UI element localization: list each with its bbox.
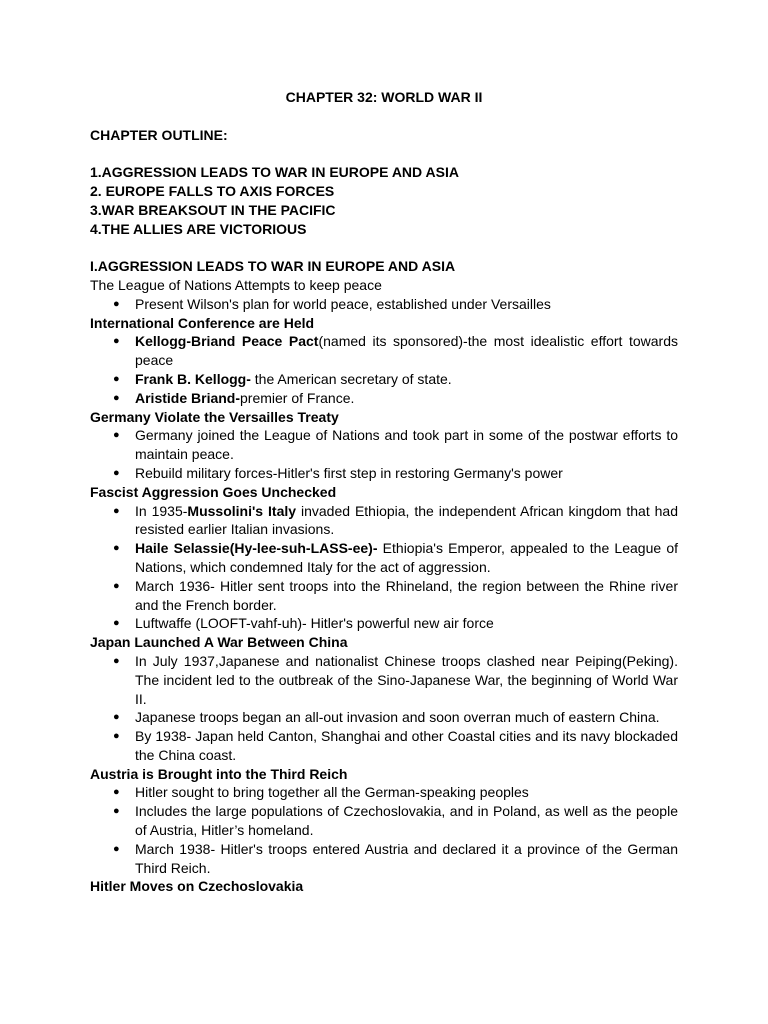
outline-item: 1.AGGRESSION LEADS TO WAR IN EUROPE AND ASIA	[90, 164, 459, 181]
subsection-heading: Hitler Moves on Czechoslovakia	[90, 878, 304, 895]
spacer	[90, 144, 678, 163]
bullet-text: Present Wilson's plan for world peace, established under Versailles	[135, 295, 551, 312]
bullet-text: Includes the large populations of Czechoslovakia, and in Poland, as well as the people of Austria, Hitler’s homeland.	[135, 803, 678, 839]
bullet-text: (named its sponsored)-the most idealistic effort towards peace	[135, 333, 679, 369]
bullet-text: invaded Ethiopia, the independent African kingdom that had resisted earlier Italian invasions.	[135, 502, 679, 538]
outline-item: 3.WAR BREAKSOUT IN THE PACIFIC	[90, 201, 336, 218]
bullet-item	[90, 502, 678, 540]
outline-label: CHAPTER OUTLINE:	[90, 126, 228, 143]
bullet-text: March 1936- Hitler sent troops into the Rhineland, the region between the Rhine river and the French border.	[135, 577, 678, 613]
outline-item: 2. EUROPE FALLS TO AXIS FORCES	[90, 182, 335, 199]
spacer	[90, 238, 678, 257]
bullet-text: the American secretary of state.	[250, 370, 452, 387]
document-page	[90, 88, 678, 896]
bullet-item	[90, 464, 678, 483]
bullet-text: premier of France.	[240, 389, 355, 406]
outline-item: 4.THE ALLIES ARE VICTORIOUS	[90, 220, 307, 237]
subsection-heading: The League of Nations Attempts to keep peace	[90, 276, 382, 293]
subsection-heading: Japan Launched A War Between China	[90, 634, 348, 651]
bullet-text: Luftwaffe (LOOFT-vahf-uh)- Hitler's powerful new air force	[135, 615, 494, 632]
subsection-heading: Germany Violate the Versailles Treaty	[90, 408, 339, 425]
bullet-text: By 1938- Japan held Canton, Shanghai and other Coastal cities and its navy blockaded the China coast.	[135, 728, 678, 763]
bullet-bold-term: Kellogg-Briand Peace Pact	[135, 333, 319, 350]
bullet-item	[90, 727, 678, 765]
bullet-item	[90, 614, 678, 633]
bullet-item	[90, 783, 678, 802]
bullet-list	[90, 502, 678, 634]
bullet-bold-term: Frank B. Kellogg-	[135, 370, 251, 387]
bullet-bold-term: Aristide Briand-	[135, 389, 241, 406]
bullet-text: Hitler sought to bring together all the German-speaking peoples	[135, 784, 529, 801]
bullet-item	[90, 539, 678, 577]
bullet-text: In July 1937,Japanese and nationalist Chinese troops clashed near Peiping(Peking). The incident led to the outbreak of the Sino-Japanese War, the beginning of World War II.	[135, 652, 678, 707]
bullet-text: March 1938- Hitler's troops entered Austria and declared it a province of the German Third Reich.	[135, 840, 678, 876]
spacer	[90, 107, 678, 126]
bullet-item	[90, 577, 678, 615]
subsection-container	[90, 276, 678, 896]
bullet-bold-term: Haile Selassie(Hy-lee-suh-LASS-ee)-	[135, 540, 378, 557]
bullet-list	[90, 783, 678, 877]
bullet-text: Rebuild military forces-Hitler's first step in restoring Germany's power	[135, 464, 563, 481]
bullet-prefix: In 1935-	[135, 502, 188, 519]
bullet-item	[90, 370, 678, 389]
subsection-heading: Fascist Aggression Goes Unchecked	[90, 483, 337, 500]
bullet-item	[90, 652, 678, 708]
bullet-text: Japanese troops began an all-out invasion and soon overran much of eastern China.	[135, 709, 660, 726]
bullet-item	[90, 708, 678, 727]
bullet-list	[90, 652, 678, 765]
subsection-heading: International Conference are Held	[90, 314, 315, 331]
section-title: I.AGGRESSION LEADS TO WAR IN EUROPE AND ASIA	[90, 258, 456, 275]
bullet-list	[90, 426, 678, 482]
bullet-item	[90, 802, 678, 840]
outline-list	[90, 163, 678, 238]
chapter-title: CHAPTER 32: WORLD WAR II	[285, 89, 483, 105]
bullet-item	[90, 840, 678, 878]
bullet-item	[90, 332, 678, 370]
bullet-text: Ethiopia's Emperor, appealed to the League of Nations, which condemned Italy for the act of aggression.	[135, 540, 679, 575]
bullet-item	[90, 426, 678, 464]
bullet-list	[90, 332, 678, 407]
bullet-item	[90, 389, 678, 408]
subsection-heading: Austria is Brought into the Third Reich	[90, 765, 348, 782]
bullet-text: Germany joined the League of Nations and took part in some of the postwar efforts to maintain peace.	[135, 427, 678, 463]
bullet-item	[90, 295, 678, 314]
bullet-bold-term: Mussolini's Italy	[187, 502, 297, 519]
bullet-list	[90, 295, 678, 314]
